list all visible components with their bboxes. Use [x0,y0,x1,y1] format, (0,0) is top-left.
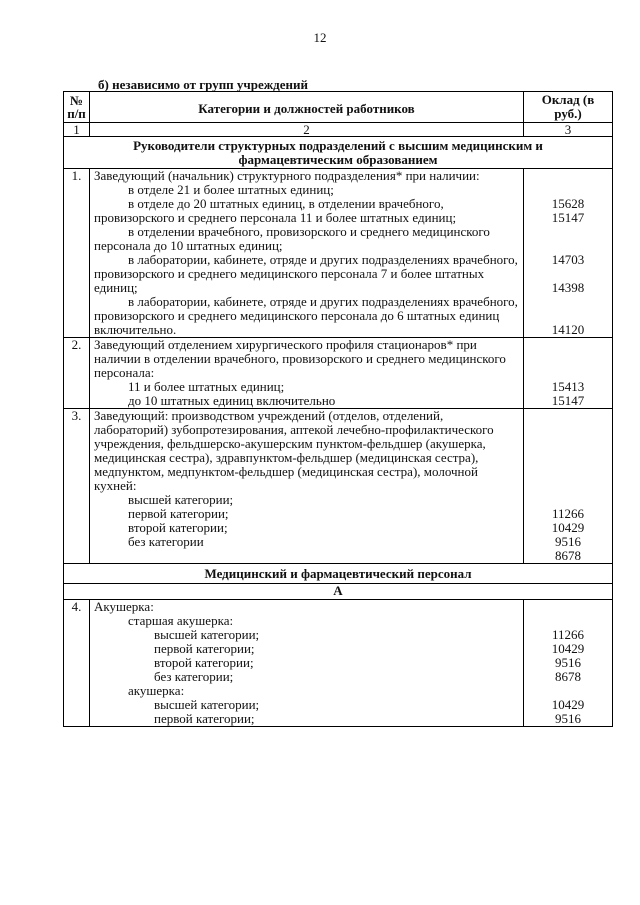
item-text: в лаборатории, кабинете, отряде и других подразделениях врачебного, провизорского и среднего медицинского персонала до 6 штатных единиц включительно. [94,294,518,337]
salary-value: 15628 [551,196,585,211]
row-title: Заведующий отделением хирургического профиля стационаров* при наличии в отделении врачебного, провизорского и среднего медицинского персонала: [94,337,506,380]
table-row [64,600,613,727]
item-text: первой категории; [154,641,255,656]
letter-heading: А [64,584,613,600]
header-row [64,92,613,123]
row-description [90,600,524,727]
row-description [90,169,524,338]
item-text: высшей категории; [154,697,260,712]
page-number: 12 [313,30,327,45]
item-text: высшей категории; [128,492,234,507]
item-text: второй категории; [128,520,228,535]
item-text: высшей категории; [154,627,260,642]
item-text: второй категории; [154,655,254,670]
row-title: Акушерка: [94,599,154,614]
row-title: Заведующий (начальник) структурного подразделения* при наличии: [94,168,480,183]
salary-value: 10429 [551,641,585,656]
section-heading-row [64,137,613,169]
row-number: 1. [64,169,90,338]
section-heading-medical: Медицинский и фармацевтический персонал [64,564,613,584]
row-description [90,409,524,564]
header-num: № п/п [64,92,90,123]
item-text: 11 и более штатных единиц; [128,379,285,394]
row-description [90,338,524,409]
row-title: Заведующий: производством учреждений (отделов, отделений, лабораторий) зубопротезирования, аптекой лечебно-профилактического учреждения, фельдшерско-акушерским пунктом-фельдшер (акушерка, медицинская сестра), здравпунктом-фельдшер (медицинская сестра), медпунктом, медпунктом-фельдшер (медицинская сестра), молочной кухней: [94,408,494,493]
letter-row [64,584,613,600]
item-text: в отделении врачебного, провизорского и среднего медицинского персонала до 10 штатных единиц; [94,224,490,253]
salary-value: 9516 [555,711,581,726]
salary-value: 9516 [555,534,581,549]
item-text: без категории; [154,669,234,684]
item-text: в лаборатории, кабинете, отряде и других подразделениях врачебного, провизорского и среднего медицинского персонала 7 и более штатных единиц; [94,252,518,295]
salary-value: 9516 [555,655,581,670]
salary-value: 10429 [551,697,585,712]
row-values [524,169,613,338]
salary-value: 14398 [551,280,585,295]
salary-table [63,91,613,727]
row-values [524,409,613,564]
salary-value: 15147 [551,210,585,225]
section-heading-managers: Руководители структурных подразделений с высшим медицинским и фармацевтическим образованием [64,137,613,169]
salary-value: 14120 [551,322,585,337]
group-label: старшая акушерка: [128,613,234,628]
salary-value: 11266 [551,506,585,521]
item-text: первой категории; [154,711,255,726]
salary-value: 14703 [551,252,585,267]
item-text: в отделе до 20 штатных единиц, в отделении врачебного, провизорского и среднего персонала 11 и более штатных единиц; [94,196,457,225]
table-subtitle: б) независимо от групп учреждений [98,77,308,92]
salary-value: 10429 [551,520,585,535]
table-row [64,338,613,409]
item-text: в отделе 21 и более штатных единиц; [128,182,334,197]
salary-value: 15413 [551,379,585,394]
row-number: 2. [64,338,90,409]
item-text: первой категории; [128,506,229,521]
header-salary: Оклад (в руб.) [524,92,613,123]
column-numbers-row [64,123,613,137]
group-label: акушерка: [128,683,185,698]
item-text: до 10 штатных единиц включительно [128,393,336,408]
row-values [524,338,613,409]
item-text: без категории [128,534,204,549]
salary-value: 15147 [551,393,585,408]
table-row [64,409,613,564]
section-heading-row [64,564,613,584]
row-number: 3. [64,409,90,564]
col-num-1: 1 [64,123,90,137]
table-row [64,169,613,338]
header-category: Категории и должностей работников [90,92,524,123]
salary-value: 8678 [555,669,581,684]
row-values [524,600,613,727]
col-num-2: 2 [90,123,524,137]
col-num-3: 3 [524,123,613,137]
row-number: 4. [64,600,90,727]
salary-value: 8678 [555,548,581,563]
salary-value: 11266 [551,627,585,642]
